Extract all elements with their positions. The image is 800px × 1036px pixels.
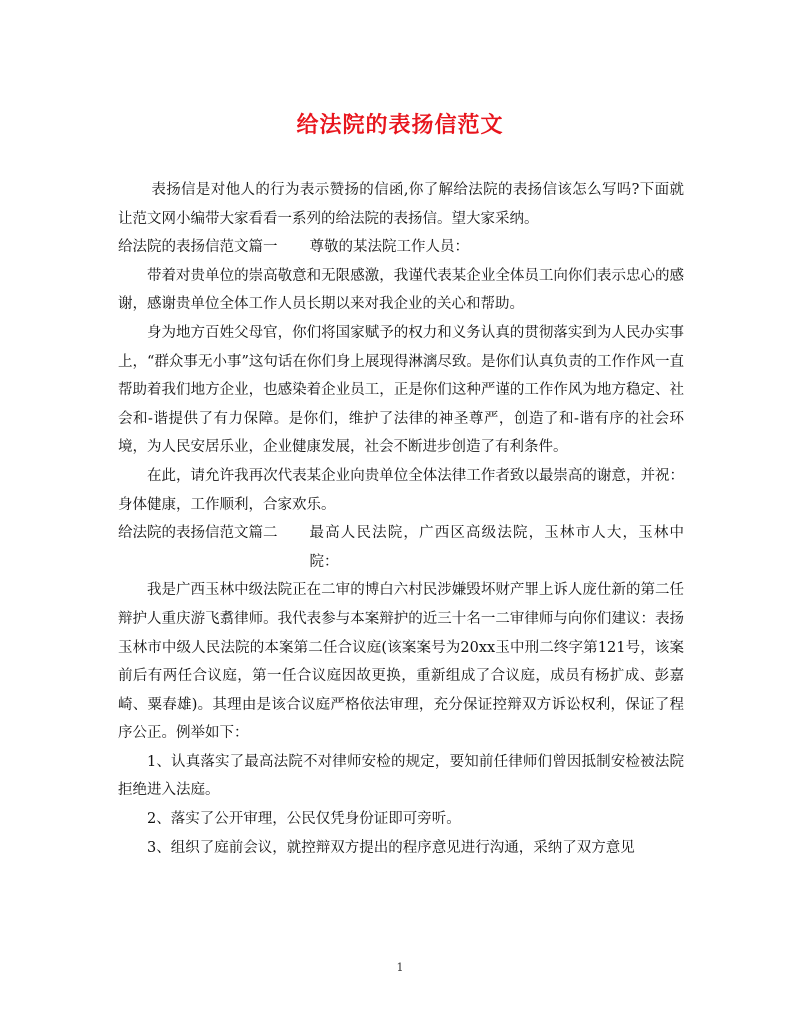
intro-paragraph: 表扬信是对他人的行为表示赞扬的信函,你了解给法院的表扬信该怎么写吗?下面就让范文网小编带大家看看一系列的给法院的表扬信。望大家采纳。: [118, 182, 684, 227]
section-heading-1: [118, 233, 684, 262]
list-item: 1、认真落实了最高法院不对律师安检的规定，要知前任律师们曾因抵制安检被法院拒绝进入法庭。: [118, 753, 684, 799]
salutation: 最高人民法院，广西区高级法院，玉林市人大，玉林中院：: [309, 525, 684, 570]
body-paragraph: 带着对贵单位的崇高敬意和无限感激，我谨代表某企业全体员工向你们表示忠心的感谢，感谢贵单位全体工作人员长期以来对我企业的关心和帮助。: [118, 267, 684, 313]
salutation: 尊敬的某法院工作人员：: [309, 239, 469, 256]
list-item: 3、组织了庭前会议，就控辩双方提出的程序意见进行沟通，采纳了双方意见: [147, 839, 635, 856]
document-title: 给法院的表扬信范文: [296, 112, 504, 138]
section-label: 给法院的表扬信范文篇一: [118, 239, 278, 256]
section-label: 给法院的表扬信范文篇二: [118, 525, 278, 542]
body-paragraph: 我是广西玉林中级法院正在二审的博白六村民涉嫌毁坏财产罪上诉人庞仕新的第二任辩护人重庆游飞翥律师。我代表参与本案辩护的近三十名一二审律师与向你们建议：表扬玉林市中级人民法院的本案第二任合议庭(该案案号为20xx玉中刑二终字第121号，该案前后有两任合议庭，第一任合议庭因故更换，重新组成了合议庭，成员有杨扩成、彭嘉崎、粟春雄)。其理由是该合议庭严格依法审理，充分保证控辩双方诉讼权利，保证了程序公正。例举如下：: [118, 582, 684, 742]
body-paragraph: 身为地方百姓父母官，你们将国家赋予的权力和义务认真的贯彻落实到为人民办实事上，“群众事无小事”这句话在你们身上展现得淋漓尽致。是你们认真负责的工作作风一直帮助着我们地方企业，也感染着企业员工，正是你们这种严谨的工作作风为地方稳定、社会和-谐提供了有力保障。是你们，维护了法律的神圣尊严，创造了和-谐有序的社会环境，为人民安居乐业，企业健康发展，社会不断进步创造了有利条件。: [118, 324, 684, 456]
list-item: 2、落实了公开审理，公民仅凭身份证即可旁听。: [147, 811, 461, 828]
page-number: 1: [396, 961, 404, 974]
document-body: [118, 176, 684, 862]
body-paragraph: 在此，请允许我再次代表某企业向贵单位全体法律工作者致以最崇高的谢意，并祝：身体健康，工作顺利，合家欢乐。: [118, 467, 684, 513]
section-heading-2: [118, 519, 684, 576]
